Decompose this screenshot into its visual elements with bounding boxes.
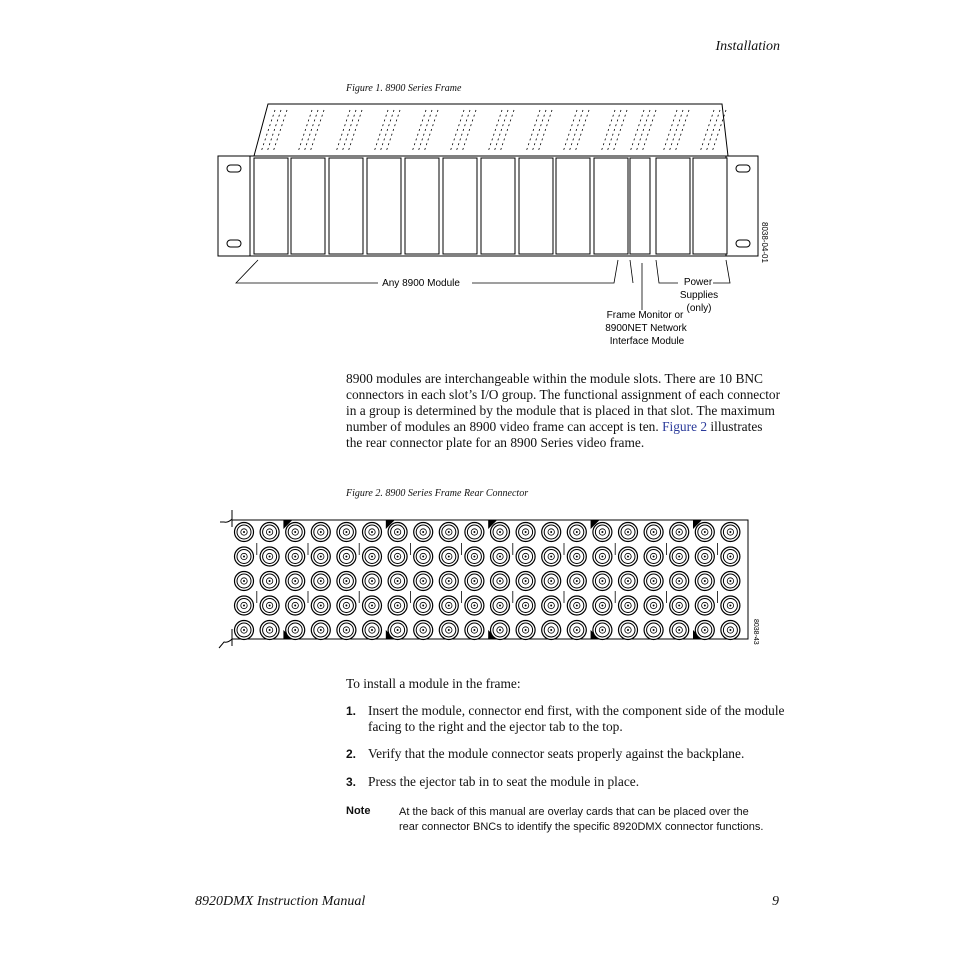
module-slot [481,158,515,254]
bnc-connector [491,621,510,640]
bnc-connector [542,621,561,640]
footer-manual-title: 8920DMX Instruction Manual [195,894,366,909]
bnc-connector [286,523,305,542]
bnc-connector [235,596,254,615]
bnc-connector [414,572,433,591]
bnc-connector [644,572,663,591]
module-slot [594,158,628,254]
bnc-connector [695,572,714,591]
figure-2-caption: Figure 2. 8900 Series Frame Rear Connector [346,488,529,499]
label-frame-monitor-line2: 8900NET Network [605,323,687,334]
module-slot [556,158,590,254]
module-slot [656,158,690,254]
bnc-connector [721,523,740,542]
step-text: Verify that the module connector seats properly against the backplane. [368,746,745,761]
bnc-connector [439,547,458,566]
install-step-1 [346,703,786,735]
bnc-connector [721,596,740,615]
label-power-line3: (only) [686,303,712,314]
bnc-connector [516,621,535,640]
bnc-connector [542,572,561,591]
page-number: 9 [772,894,779,909]
figure-2-link[interactable]: Figure 2 [662,419,708,434]
bnc-connector [311,523,330,542]
bnc-connector [567,547,586,566]
bnc-connector [567,596,586,615]
bnc-connector [337,547,356,566]
bnc-connector [670,523,689,542]
bnc-connector [260,596,279,615]
bnc-connector [388,547,407,566]
bnc-connector [644,596,663,615]
bnc-connector [311,621,330,640]
bnc-connector [337,572,356,591]
bnc-connector [235,547,254,566]
bnc-connector [311,596,330,615]
bnc-connector [516,547,535,566]
bnc-connector [695,596,714,615]
bnc-connector [286,596,305,615]
step-number: 3. [346,775,357,789]
bnc-connector [260,547,279,566]
bnc-connector [465,523,484,542]
note-label: Note [346,805,371,817]
bnc-connector [516,523,535,542]
bnc-connector [235,572,254,591]
bnc-connector [439,596,458,615]
bnc-connector [235,621,254,640]
bnc-connector [593,523,612,542]
module-slot [693,158,727,254]
figure-1-caption: Figure 1. 8900 Series Frame [346,83,462,94]
bnc-connector [491,523,510,542]
body-paragraph [346,371,782,451]
install-step-3 [346,774,786,790]
bnc-connector [414,596,433,615]
module-slot [630,158,650,254]
bnc-connector [542,547,561,566]
step-text: Press the ejector tab in to seat the module in place. [368,774,640,789]
bnc-connector [593,596,612,615]
bnc-connector [670,621,689,640]
bnc-connector [465,596,484,615]
module-slot [254,158,288,254]
bnc-connector [439,572,458,591]
paragraph-text-1: 8900 modules are interchangeable within the module slots. There are 10 BNC connectors in each slot’s I/O group. The functional assignment of each connector in a group is determined by the module that is placed in that slot. The maximum number of modules an 8900 video frame can accept is ten. [346,371,781,434]
bnc-connector [363,547,382,566]
bnc-connector [695,547,714,566]
bnc-connector [516,596,535,615]
bnc-connector [695,523,714,542]
bnc-connector [286,621,305,640]
step-number: 2. [346,747,357,761]
step-text: Insert the module, connector end first, with the component side of the module facing to the right and the ejector tab to the top. [368,703,785,734]
module-slot [329,158,363,254]
bnc-connector [542,596,561,615]
module-slot [367,158,401,254]
bnc-connector [516,572,535,591]
bnc-connector [593,621,612,640]
module-slot [291,158,325,254]
bnc-connector [363,572,382,591]
figure-1-frame-drawing [210,98,770,354]
bnc-connector [593,547,612,566]
note-text: At the back of this manual are overlay cards that can be placed over the rear connector BNCs to identify the specific 8920DMX connector functions. [399,806,764,833]
bnc-connector [593,572,612,591]
bnc-connector [439,621,458,640]
label-any-module: Any 8900 Module [382,278,460,289]
bnc-connector [491,572,510,591]
running-header: Installation [715,39,780,54]
bnc-connector [567,523,586,542]
bnc-connector [619,547,638,566]
figure-1-drawing-id: 8038-04-01 [760,222,769,263]
bnc-connector [337,621,356,640]
module-slot [405,158,439,254]
bnc-connector [644,547,663,566]
module-slot [519,158,553,254]
bnc-connector [439,523,458,542]
bnc-connector [465,621,484,640]
bnc-connector [491,596,510,615]
bnc-connector [414,621,433,640]
bnc-connector [644,621,663,640]
bnc-connector [670,547,689,566]
install-step-2 [346,746,786,762]
bnc-connector [260,572,279,591]
bnc-connector [311,572,330,591]
bnc-connector [388,523,407,542]
bnc-connector [721,621,740,640]
bnc-connector [695,621,714,640]
bnc-connector [260,523,279,542]
bnc-connector [363,596,382,615]
bnc-connector [388,596,407,615]
bnc-connector [619,621,638,640]
bnc-connector [286,572,305,591]
bnc-connector [670,572,689,591]
bnc-connector [465,572,484,591]
bnc-connector [542,523,561,542]
label-frame-monitor-line1: Frame Monitor or [606,310,684,321]
install-intro: To install a module in the frame: [346,676,521,691]
figure-2-rear-connector-drawing [212,505,764,655]
bnc-connector [235,523,254,542]
bnc-connector [260,621,279,640]
bnc-connector [721,572,740,591]
bnc-connector [619,596,638,615]
paragraph-text-2: illustrates the rear connector plate for an 8900 Series video frame. [346,419,763,450]
bnc-connector [363,621,382,640]
bnc-connector [567,621,586,640]
bnc-connector [363,523,382,542]
bnc-connector [567,572,586,591]
bnc-connector [465,547,484,566]
module-slot [443,158,477,254]
bnc-connector [286,547,305,566]
bnc-connector [311,547,330,566]
bnc-connector [619,572,638,591]
bnc-connector [414,523,433,542]
bnc-connector [721,547,740,566]
bnc-connector [388,621,407,640]
label-power-line2: Supplies [679,290,719,301]
bnc-connector [414,547,433,566]
bnc-connector [644,523,663,542]
bnc-connector [491,547,510,566]
figure-2-drawing-id: 8038-43 [752,619,759,645]
bnc-connector [337,523,356,542]
step-number: 1. [346,704,357,718]
bnc-connector [619,523,638,542]
label-frame-monitor-line3: Interface Module [609,336,685,347]
bnc-connector [337,596,356,615]
bnc-connector [670,596,689,615]
bnc-connector [388,572,407,591]
label-power-line1: Power [683,277,713,288]
